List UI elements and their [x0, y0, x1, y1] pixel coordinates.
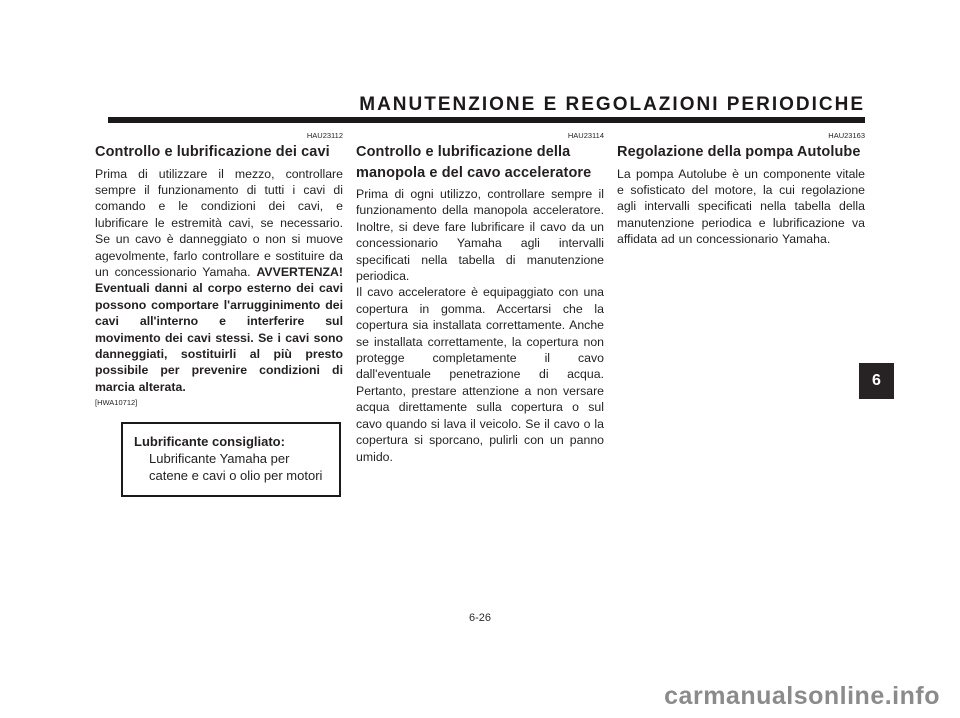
section-title: Controllo e lubrificazione dei cavi [95, 144, 330, 160]
text-columns [95, 132, 865, 497]
column-throttle-grip [356, 132, 604, 497]
section-paragraph: Il cavo acceleratore è equipaggiato con una copertura in gomma. Accertarsi che la copertura sia installata correttamente. Anche se installata correttamente, la copertura non protegge completamente il cavo dall'eventuale penetrazione di acqua. Pertanto, prestare attenzione a non versare acqua direttamente sulla copertura o sul cavo quando si lava il veicolo. Se il cavo o la copertura si sporcano, pulirli con un panno umido. [356, 285, 604, 464]
chapter-number-tab: 6 [859, 363, 894, 399]
section-paragraph: La pompa Autolube è un componente vitale e sofisticato del motore, la cui regolazione agli intervalli specificati nella tabella della manutenzione periodica e lubrificazione va affidata ad un concessionario Yamaha. [617, 166, 865, 247]
column-cable-lubrication [95, 132, 343, 497]
section-title: Regolazione della pompa Autolube [617, 144, 861, 160]
section-code: HAU23114 [567, 131, 604, 140]
warning-ref-code: [HWA10712] [95, 398, 138, 408]
section-code: HAU23112 [306, 131, 343, 140]
section-code: HAU23163 [828, 131, 865, 140]
paragraph-lead-text: Prima di utilizzare il mezzo, controllare sempre il funzionamento di tutti i cavi di comando e le condizioni dei cavi, e lubrificare le estremità cavi, se necessario. Se un cavo è danneggiato o non si muove agevolmente, farlo controllare e sostituire da un concessionario Yamaha. [95, 166, 343, 279]
lubricant-box-title: Lubrificante consigliato: [134, 434, 285, 450]
section-title: Controllo e lubrificazione della manopola e del cavo acceleratore [356, 144, 592, 181]
chapter-header-title: MANUTENZIONE E REGOLAZIONI PERIODICHE [359, 94, 865, 115]
recommended-lubricant-box [121, 422, 341, 497]
page-number: 6-26 [468, 612, 492, 624]
section-paragraph: Prima di ogni utilizzo, controllare sempre il funzionamento della manopola acceleratore. Inoltre, si deve fare lubrificare il cavo da un concessionario Yamaha agli intervalli specificati nella tabella di manutenzione periodica. [356, 187, 604, 284]
watermark-text: carmanualsonline.info [664, 682, 940, 710]
lubricant-box-body: Lubrificante Yamaha per catene e cavi o olio per motori [149, 451, 323, 484]
section-paragraph [95, 166, 343, 409]
warning-text: AVVERTENZA! Eventuali danni al corpo esterno dei cavi possono comportare l'arrugginimento dei cavi all'interno e interferire sul movimento dei cavi stessi. Se i cavi sono danneggiati, sostituirli al più presto possibile per prevenire condizioni di marcia alterata. [95, 264, 343, 394]
column-autolube-pump [617, 132, 865, 497]
page-content [95, 95, 865, 497]
header-rule-bar [108, 117, 865, 123]
